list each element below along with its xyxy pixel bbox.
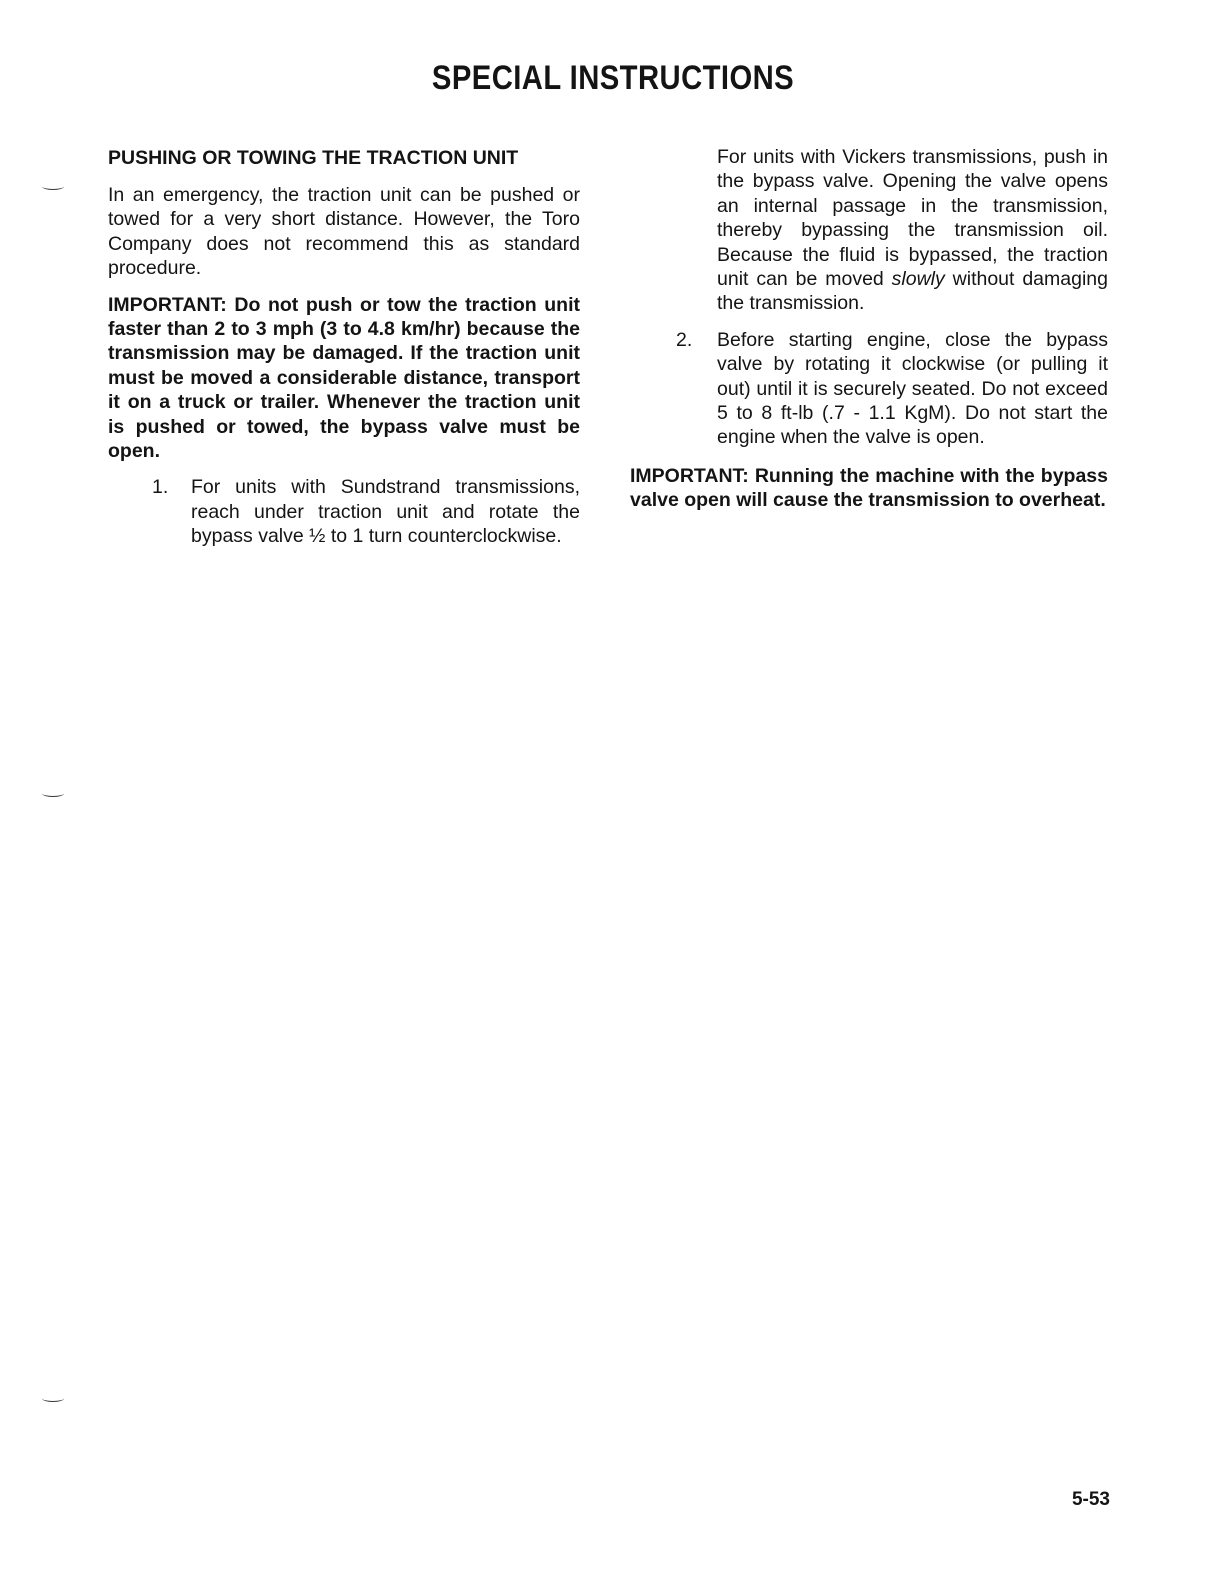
emphasis-text: slowly (891, 268, 945, 291)
step-number: 2. (676, 328, 693, 351)
important-notice: IMPORTANT: Do not push or tow the traction unit faster than 2 to 3 mph (3 to 4.8 km/hr) because the transmission may be damaged. If the traction unit must be moved a considerable distance, transport it on a truck or trailer. Whenever the traction unit is pushed or towed, the bypass valve must be open. (108, 293, 580, 463)
right-column (630, 145, 1108, 513)
left-column (108, 145, 580, 561)
margin-mark (42, 790, 64, 797)
page-number: 5-53 (1071, 1489, 1110, 1510)
margin-mark (42, 1395, 64, 1402)
list-item (108, 475, 580, 548)
step-text: For units with Sundstrand transmissions, reach under traction unit and rotate the bypass valve ½ to 1 turn counterclockwise. (191, 476, 580, 548)
page-title: SPECIAL INSTRUCTIONS (431, 59, 795, 97)
intro-paragraph: In an emergency, the traction unit can be pushed or towed for a very short distance. However, the Toro Company does not recommend this as standard procedure. (108, 184, 580, 280)
section-heading: PUSHING OR TOWING THE TRACTION UNIT (108, 147, 519, 169)
step-list (630, 328, 1108, 450)
continuation-text-end: without damaging the transmission. (717, 268, 1108, 315)
continuation-paragraph (630, 145, 1108, 316)
list-item (630, 328, 1108, 450)
continuation-text: For units with Vickers transmissions, push in the bypass valve. Opening the valve opens an internal passage in the transmission, thereby bypassing the transmission oil. Because the fluid is bypassed, the traction unit can be moved (717, 146, 1108, 291)
important-notice: IMPORTANT: Running the machine with the bypass valve open will cause the transmission to overheat. (630, 464, 1108, 512)
margin-mark (42, 183, 64, 190)
step-text: Before starting engine, close the bypass valve by rotating it clockwise (or pulling it out) until it is securely seated. Do not exceed 5 to 8 ft-lb (.7 - 1.1 KgM). Do not start the engine when the valve is open. (717, 328, 1108, 449)
step-number: 1. (152, 476, 169, 499)
step-list (108, 475, 580, 548)
